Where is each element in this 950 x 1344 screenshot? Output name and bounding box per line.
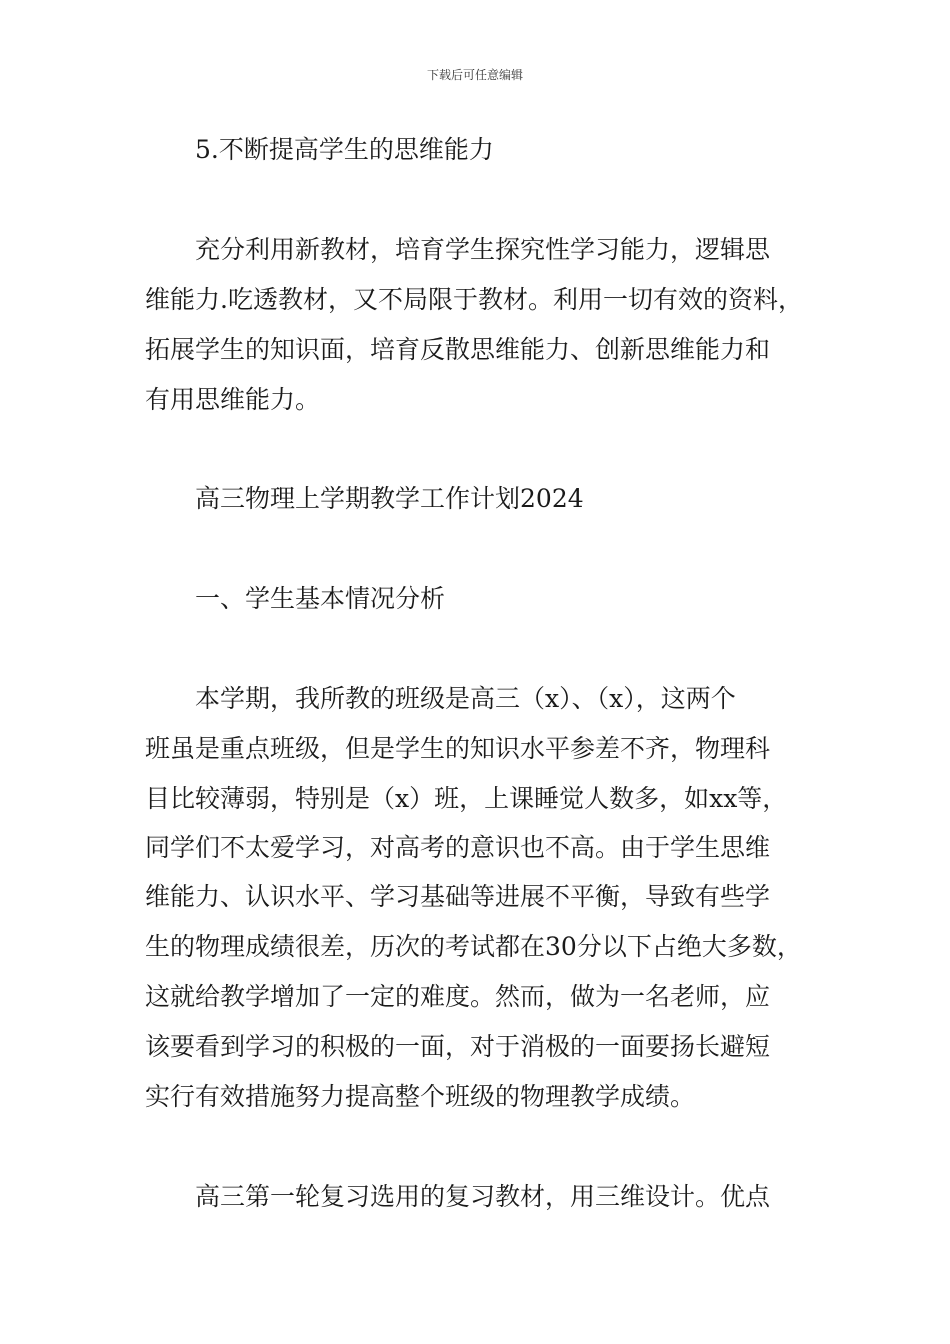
plan-title: 高三物理上学期教学工作计划2024 (195, 484, 584, 513)
paragraph-line: 本学期，我所教的班级是高三（x）、（x），这两个 (195, 684, 736, 713)
paragraph-line: 目比较薄弱，特别是（x）班，上课睡觉人数多，如xx等， (145, 784, 788, 813)
paragraph-line: 维能力.吃透教材，又不局限于教材。利用一切有效的资料， (145, 285, 803, 314)
paragraph-line: 高三第一轮复习选用的复习教材，用三维设计。优点 (195, 1182, 771, 1211)
section-heading: 一、学生基本情况分析 (195, 584, 446, 613)
paragraph-line: 有用思维能力。 (145, 385, 321, 414)
paragraph-line: 班虽是重点班级，但是学生的知识水平参差不齐，物理科 (145, 734, 771, 763)
paragraph-line: 充分利用新教材，培育学生探究性学习能力，逻辑思 (195, 235, 771, 264)
paragraph-line: 拓展学生的知识面，培育反散思维能力、创新思维能力和 (145, 335, 771, 364)
paragraph-line: 同学们不太爱学习，对高考的意识也不高。由于学生思维 (145, 833, 771, 862)
section-heading: 5.不断提高学生的思维能力 (195, 135, 494, 164)
paragraph-line: 实行有效措施努力提高整个班级的物理教学成绩。 (145, 1082, 696, 1111)
paragraph-line: 该要看到学习的积极的一面，对于消极的一面要扬长避短 (145, 1032, 771, 1061)
paragraph-line: 维能力、认识水平、学习基础等进展不平衡，导致有些学 (145, 882, 771, 911)
paragraph-line: 这就给教学增加了一定的难度。然而，做为一名老师，应 (145, 982, 771, 1011)
page-header: 下载后可任意编辑 (426, 68, 523, 82)
paragraph-line: 生的物理成绩很差，历次的考试都在30分以下占绝大多数， (145, 932, 802, 961)
